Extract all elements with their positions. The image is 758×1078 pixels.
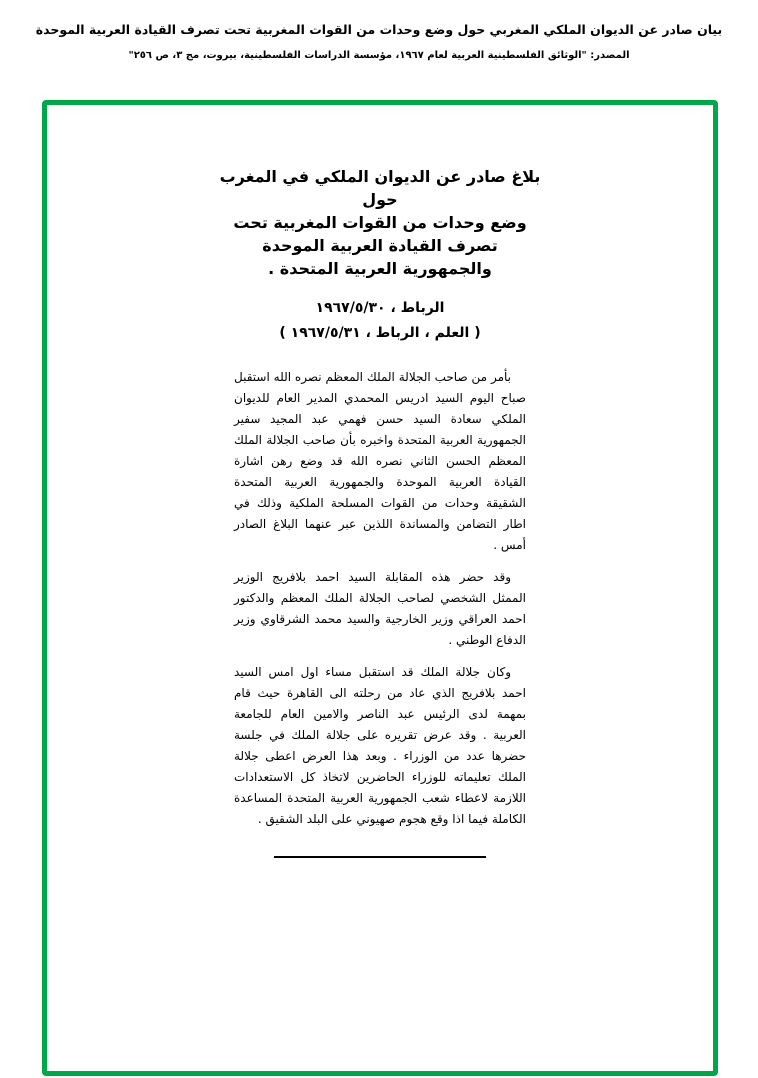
- header-description: بيان صادر عن الديوان الملكي المغربي حول وضع وحدات من القوات المغربية تحت تصرف القيادة العربية الموحدة: [35, 22, 723, 37]
- document-paragraphs: [234, 367, 526, 830]
- dateline: الرباط ، ١٩٦٧/٥/٣٠: [315, 300, 445, 316]
- header-source-note: المصدر: "الوثائق الفلسطينية العربية لعام ١٩٦٧، مؤسسة الدراسات الفلسطينية، بيروت، مج ٣، ص ٢٥٦": [128, 50, 630, 61]
- closing-rule: [274, 856, 486, 858]
- document-title-line: والجمهورية العربية المتحدة .: [268, 259, 492, 278]
- page-header: [0, 0, 758, 61]
- press-citation: ( العلم ، الرباط ، ١٩٦٧/٥/٣١ ): [279, 325, 481, 341]
- document-content: [47, 105, 713, 858]
- document-title-line: وضع وحدات من القوات المغربية تحت: [233, 213, 527, 232]
- paragraph: وكان جلالة الملك قد استقبل مساء اول امس السيد احمد بلافريج الذي عاد من رحلته الى القاهرة حيث قام بمهمة لدى الرئيس عبد الناصر والامين العام للجامعة العربية . وقد عرض تقريره على جلالة الملك في جلسة حضرها عدد من الوزراء . وبعد هذا العرض اعطى جلالة الملك تعليماته للوزراء الحاضرين لاتخاذ كل الاستعدادات اللازمة لاعطاء شعب الجمهورية العربية المتحدة المساعدة الكاملة فيما اذا وقع هجوم صهيوني على البلد الشقيق .: [234, 665, 526, 826]
- document-title-line: تصرف القيادة العربية الموحدة: [262, 236, 498, 255]
- date-block: [47, 296, 713, 346]
- document-frame: [42, 100, 718, 1076]
- paragraph: وقد حضر هذه المقابلة السيد احمد بلافريج الوزير الممثل الشخصي لصاحب الجلالة الملك المعظم والدكتور احمد العراقي وزير الخارجية والسيد محمد الشرقاوي وزير الدفاع الوطني .: [234, 570, 526, 647]
- paragraph: بأمر من صاحب الجلالة الملك المعظم نصره الله استقبل صباح اليوم السيد ادريس المحمدي المدير العام للديوان الملكي سعادة السيد حسن فهمي عبد المجيد سفير الجمهورية العربية المتحدة واخبره بأن صاحب الجلالة الملك المعظم الحسن الثاني نصره الله قد وضع رهن اشارة القيادة العربية الموحدة والجمهورية العربية المتحدة الشقيقة وحدات من القوات المسلحة الملكية وذلك في اطار التضامن والمساندة اللذين عبر عنهما البلاغ الصادر أمس .: [234, 370, 526, 552]
- document-title: [210, 165, 550, 280]
- document-title-line: بلاغ صادر عن الديوان الملكي في المغرب حول: [219, 167, 541, 209]
